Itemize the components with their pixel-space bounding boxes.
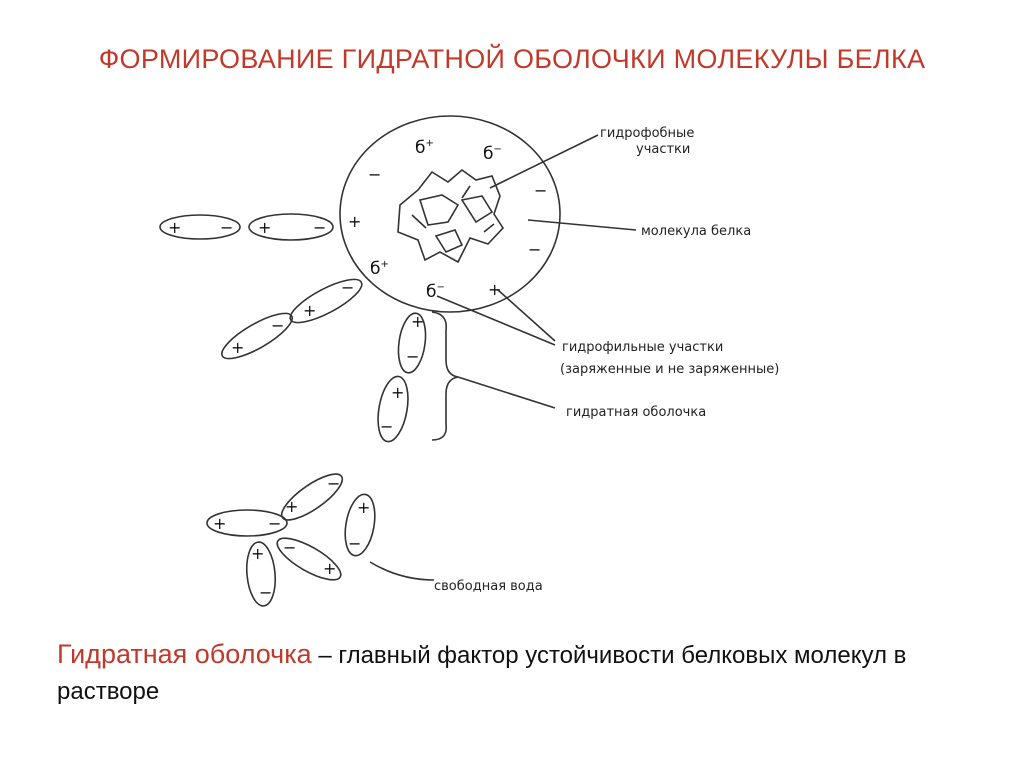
minus-charge: − [380, 417, 394, 436]
leader-line-free-water [370, 562, 434, 580]
sigma-plus-label: б+ [370, 259, 389, 279]
caption-term: Гидратная оболочка [57, 639, 312, 669]
plus-charge: + [231, 338, 245, 357]
plus-charge: + [168, 218, 182, 237]
label-hydrophobic: участки [636, 142, 691, 157]
plus-charge: + [251, 544, 265, 563]
label-protein-molecule: молекула белка [641, 224, 752, 239]
minus-charge: − [283, 538, 297, 557]
label-hydrophilic: гидрофильные участки [562, 340, 724, 355]
minus-charge: − [327, 474, 341, 493]
minus-charge: − [406, 347, 420, 366]
plus-charge: + [411, 312, 425, 331]
leader-line-hydrate-shell [458, 377, 555, 408]
slide-title: ФОРМИРОВАНИЕ ГИДРАТНОЙ ОБОЛОЧКИ МОЛЕКУЛЫ БЕЛКА [98, 44, 926, 74]
plus-charge: + [323, 559, 337, 578]
sigma-minus-label: б− [483, 144, 502, 164]
minus-charge: − [313, 218, 327, 237]
protein-molecule-circle [340, 116, 560, 312]
caption-text: – главный фактор устойчивости белковых молекул в растворе [57, 642, 907, 705]
plus-charge: + [258, 218, 272, 237]
plus-charge: + [303, 301, 317, 320]
minus-charge: − [271, 316, 285, 335]
minus-charge: − [348, 534, 362, 553]
plus-charge: + [285, 497, 299, 516]
plus-charge: + [213, 514, 227, 533]
water-dipole [216, 306, 297, 367]
minus-charge: − [220, 218, 234, 237]
plus-charge: + [348, 212, 362, 231]
minus-charge: − [528, 240, 542, 259]
water-dipole [285, 272, 367, 331]
minus-charge: − [341, 278, 355, 297]
hydrate-shell-bracket [432, 312, 458, 440]
label-hydrophilic-note: (заряженные и не заряженные) [560, 362, 780, 377]
label-hydrate-shell: гидратная оболочка [566, 405, 707, 420]
plus-charge: + [357, 498, 371, 517]
sigma-plus-label: б+ [415, 138, 434, 158]
plus-charge: + [488, 280, 502, 299]
leader-line-protein [528, 220, 636, 230]
label-free-water: свободная вода [434, 579, 543, 594]
caption [57, 636, 977, 710]
label-hydrophobic: гидрофобные [600, 126, 695, 141]
minus-charge: − [259, 583, 273, 602]
plus-charge: + [391, 383, 405, 402]
minus-charge: − [534, 181, 548, 200]
minus-charge: − [368, 165, 382, 184]
minus-charge: − [268, 514, 282, 533]
sigma-minus-label: б− [426, 282, 445, 302]
